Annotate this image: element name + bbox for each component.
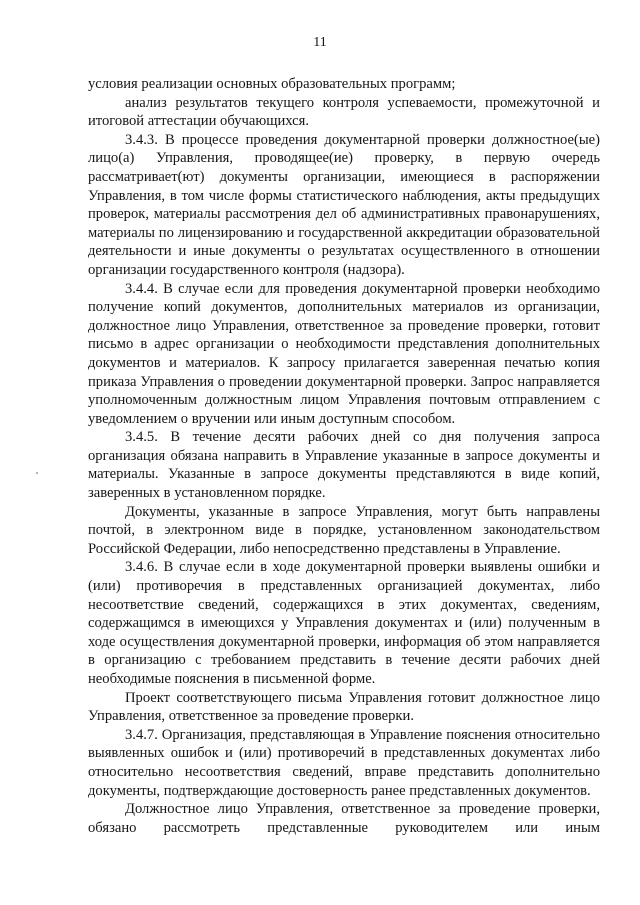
paragraph-3-4-7: 3.4.7. Организация, представляющая в Управление пояснения относительно выявленных ошибок и (или) противоречий в представленных документах либо относительно несоответствия сведений, вправе представить дополнительно документы, подтверждающие достоверность ранее представленных документов. — [88, 726, 600, 799]
paragraph-letter-draft: Проект соответствующего письма Управления готовит должностное лицо Управления, ответственное за проведение проверки. — [88, 689, 600, 725]
paragraph-official-obliged: Должностное лицо Управления, ответственное за проведение проверки, обязано рассмотреть представленные руководителем или иным — [88, 801, 600, 836]
paragraph-analysis-results: анализ результатов текущего контроля успеваемости, промежуточной и итоговой аттестации обучающихся. — [88, 94, 600, 130]
scan-speck — [36, 472, 38, 474]
paragraph-3-4-4: 3.4.4. В случае если для проведения документарной проверки необходимо получение копий документов, дополнительных материалов из организации, должностное лицо Управления, ответственное за проведение проверки, готовит письмо в адрес организации о необходимости представления дополнительных документов и материалов. К запросу прилагается заверенная печатью копия приказа Управления о проведении документарной проверки. Запрос направляется уполномоченным должностным лицом Управления почтовым отправлением с уведомлением о вручении или иным доступным способом. — [88, 280, 600, 427]
document-body — [88, 75, 600, 837]
paragraph-continued-program-conditions: условия реализации основных образовательных программ; — [88, 76, 456, 92]
page-number: 11 — [313, 35, 327, 50]
paragraph-3-4-5: 3.4.5. В течение десяти рабочих дней со дня получения запроса организация обязана направить в Управление указанные в запросе документы и материалы. Указанные в запросе документы представляются в виде копий, заверенных в установленном порядке. — [88, 429, 600, 502]
paragraph-3-4-6: 3.4.6. В случае если в ходе документарной проверки выявлены ошибки и (или) противоречия в представленных организацией документах, либо несоответствие сведений, содержащихся в этих документах, сведениям, содержащимся в имеющихся у Управления документах и (или) полученным в ходе осуществления документарной проверки, информация об этом направляется в организацию с требованием представить в течение десяти рабочих дней необходимые пояснения в письменной форме. — [88, 559, 600, 687]
paragraph-documents-sending: Документы, указанные в запросе Управления, могут быть направлены почтой, в электронном виде в порядке, установленном законодательством Российской Федерации, либо непосредственно представлены в Управление. — [88, 503, 600, 557]
paragraph-3-4-3: 3.4.3. В процессе проведения документарной проверки должностное(ые) лицо(а) Управления, проводящее(ие) проверку, в первую очередь рассматривает(ют) документы организации, имеющиеся в распоряжении Управления, в том числе формы статистического наблюдения, акты предыдущих проверок, материалы рассмотрения дел об административных правонарушениях, материалы по лицензированию и государственной аккредитации образовательной деятельности и иные документы о результатах осуществленного в отношении организации государственного контроля (надзора). — [88, 131, 600, 278]
